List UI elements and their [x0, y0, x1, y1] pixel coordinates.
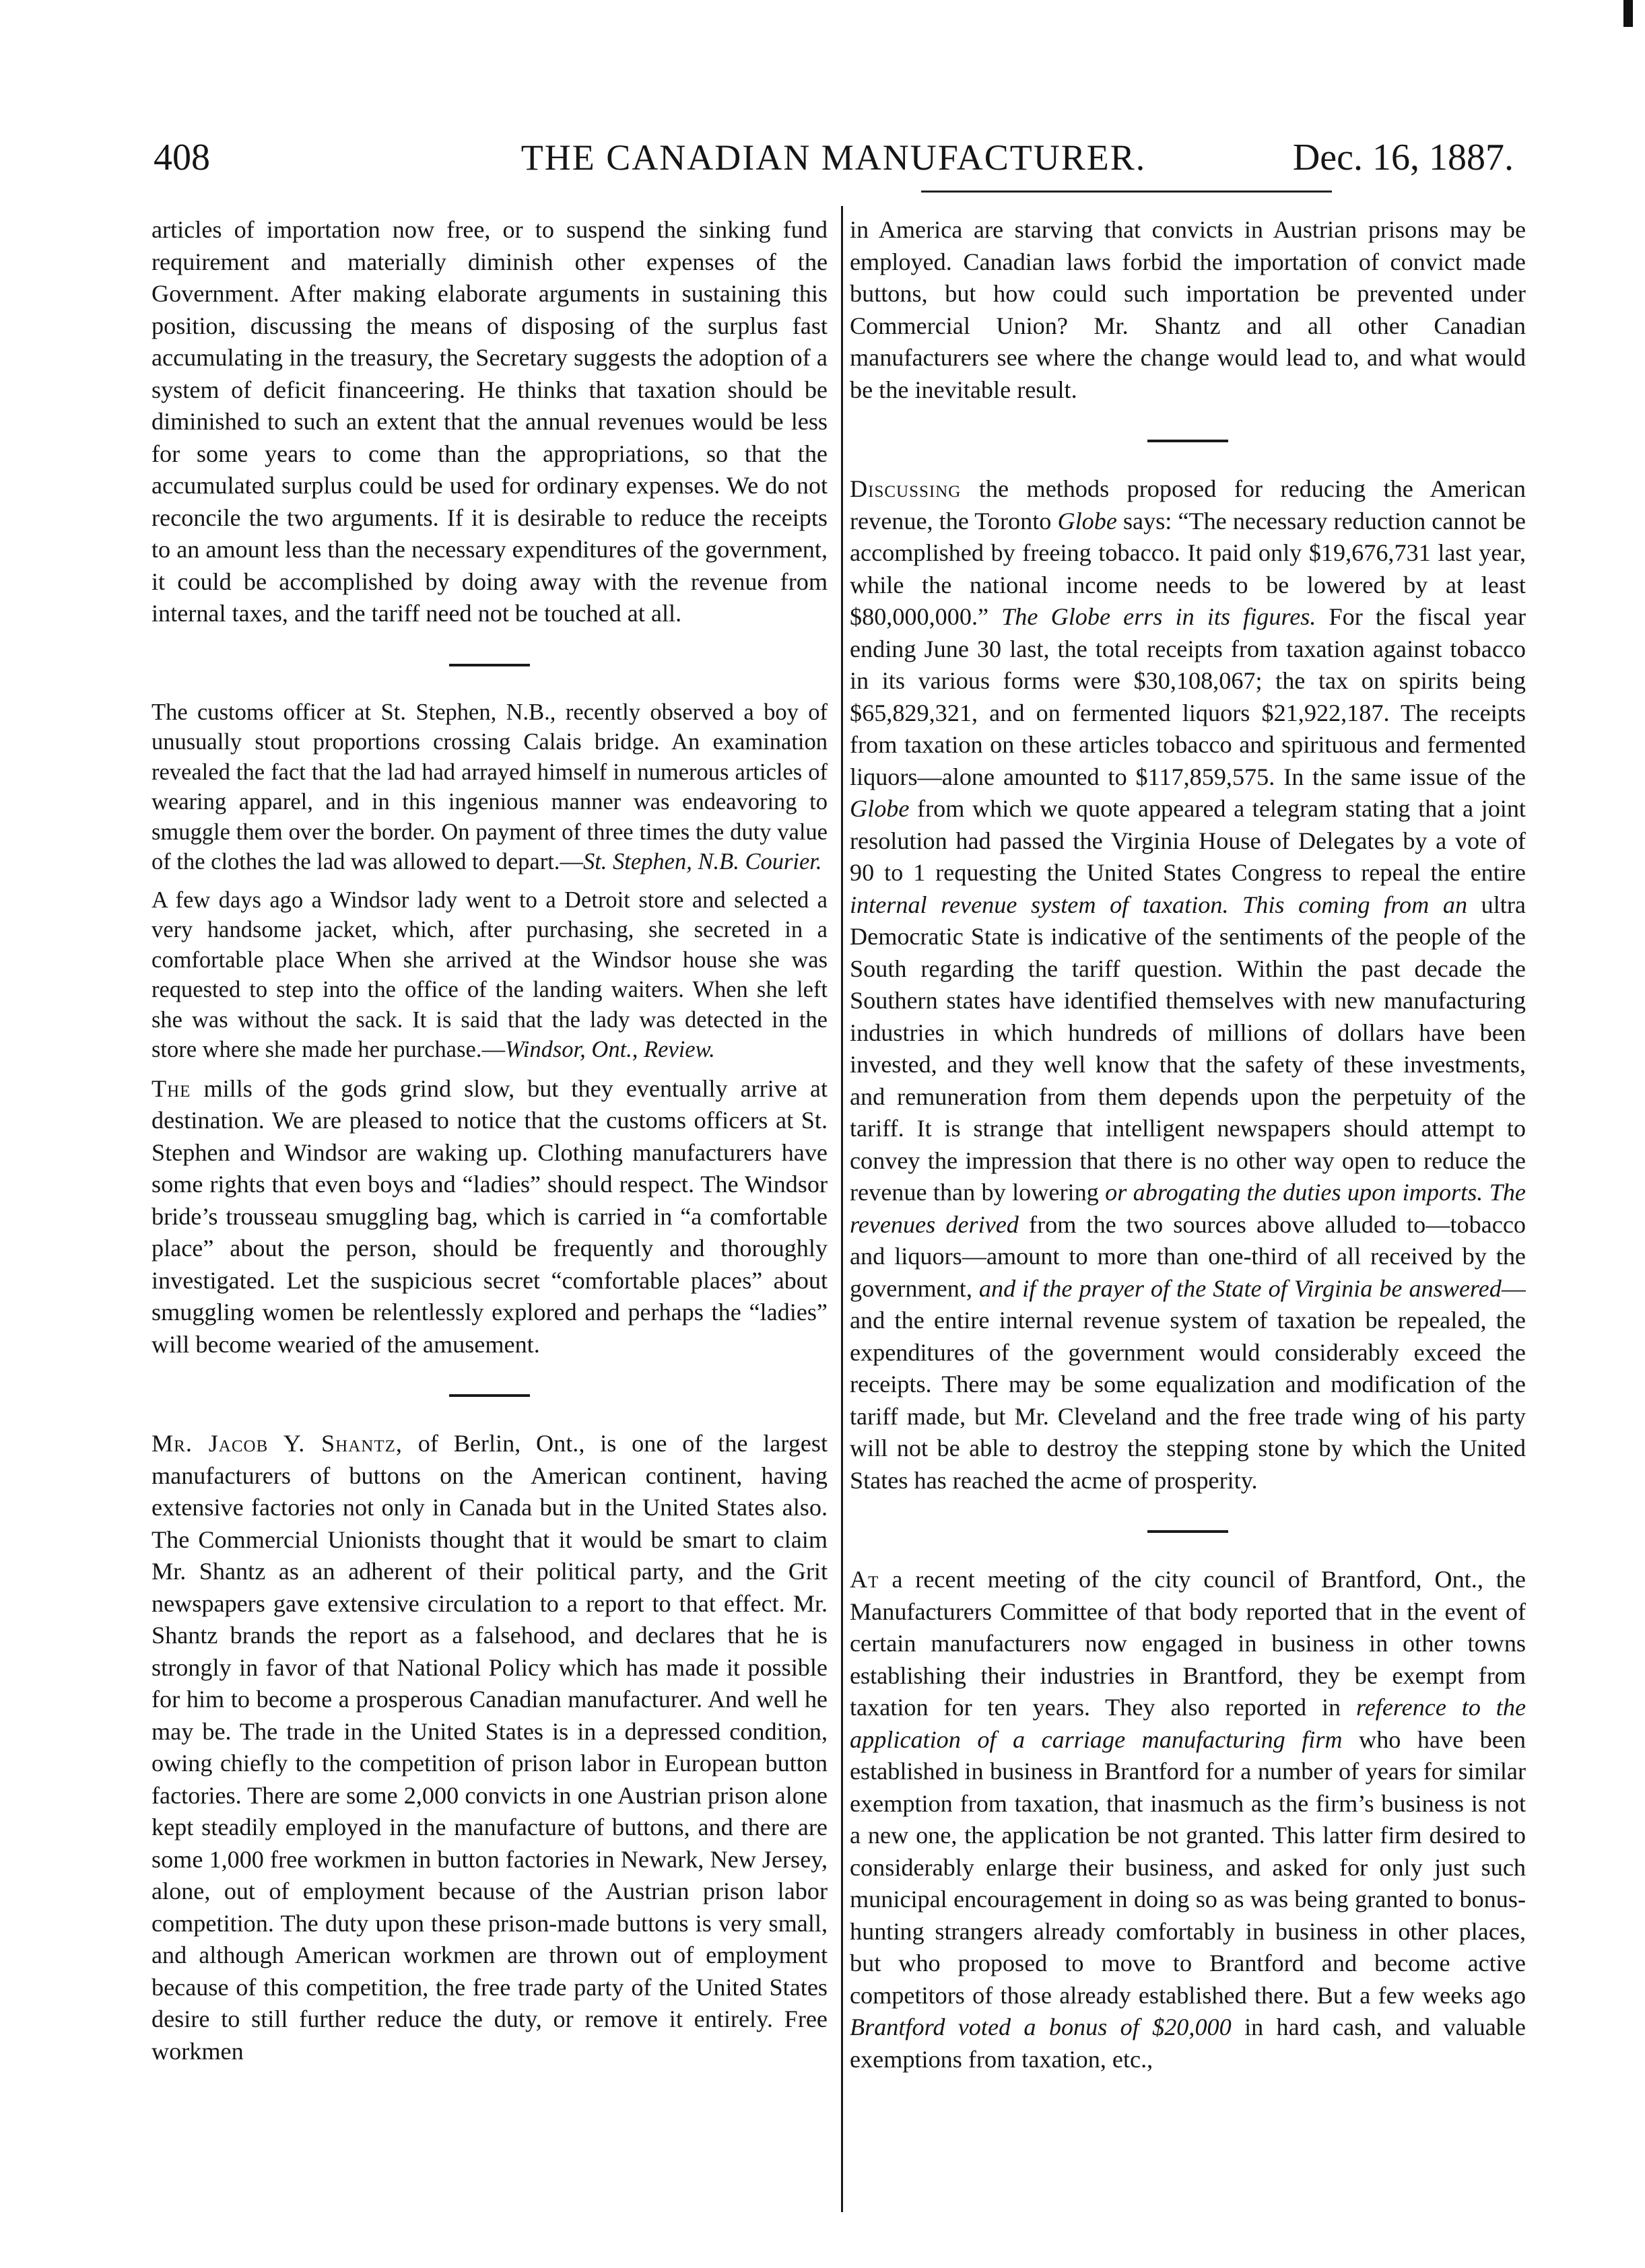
scan-top-edge	[0, 0, 1645, 18]
article-text: in hard cash, and valuable exemptions from taxation, etc.,	[850, 2014, 1526, 2073]
article-st-stephen-smuggling	[152, 697, 828, 877]
article-shantz-buttons	[152, 1428, 828, 2067]
issue-date: Dec. 16, 1887.	[1292, 137, 1514, 178]
article-text: the methods proposed for reducing the American revenue, the Toronto	[850, 475, 1526, 535]
newspaper-name: Globe	[850, 795, 910, 822]
lead-word: Mr. Jacob Y. Shantz,	[152, 1430, 403, 1457]
right-column	[850, 214, 1526, 2227]
article-text: from the two sources above alluded to—tobacco and liquors—amount to more than one-third of all received by the government,	[850, 1210, 1526, 1302]
lead-word: At	[850, 1566, 879, 1593]
article-text: ultra Democratic State is indicative of the sentiments of the people of the South regarding the tariff question. Within the past decade the Southern states have identified themselves with new manufacturing industries in which hundreds of millions of dollars have been invested, and they well know that the safety of these investments, and remuneration from them depends upon the perpetuity of the tariff. It is strange that intelligent newspapers should attempt to convey the impression that there is no other way open to reduce the revenue than by lowering	[850, 891, 1526, 1206]
newspaper-name: Globe	[1057, 507, 1117, 535]
left-column	[152, 214, 828, 2227]
article-text: of Berlin, Ont., is one of the largest manufacturers of buttons on the American continent, having extensive factories not only in Canada but in the United States also. The Commercial Unionists thought that it would be smart to claim Mr. Shantz as an adherent of their political party, and the Grit newspapers gave extensive circulation to a report to that effect. Mr. Shantz brands the report as a falsehood, and declares that he is strongly in favor of that National Policy which has made it possible for him to become a prosperous Canadian manufacturer. And well he may be. The trade in the United States is in a depressed condition, owing chiefly to the competition of prison labor in European button factories. There are some 2,000 convicts in one Austrian prison alone kept steadily employed in the manufacture of buttons, and there are some 1,000 free workmen in button factories in Newark, New Jersey, alone, out of employment because of the Austrian prison labor competition. The duty upon these prison-made buttons is very small, and although American workmen are thrown out of employment because of this competition, the free trade party of the United States desire to still further reduce the duty, or remove it entirely. Free workmen	[152, 1430, 828, 2065]
article-text: —and the entire internal revenue system of taxation be repealed, the expenditures of the government would considerably exceed the receipts. There may be some equalization and modification of the tariff made, but Mr. Cleveland and the free trade wing of his party will not be able to destroy the stepping stone by which the United States has reached the acme of prosperity.	[850, 1274, 1526, 1494]
article-treasury-surplus: articles of importation now free, or to suspend the sinking fund requirement and materially diminish other expenses of the Government. After making elaborate arguments in sustaining this position, discussing the means of disposing of the surplus fast accumulating in the treasury, the Secretary suggests the adoption of a system of deficit financeering. He thinks that taxation should be diminished to such an extent that the annual revenues would be less for some years to come than the appropriations, so that the accumulated surplus could be used for ordinary expenses. We do not reconcile the two arguments. If it is desirable to reduce the receipts to an amount less than the necessary expenditures of the government, it could be accomplished by doing away with the revenue from internal taxes, and the tariff need not be touched at all.	[152, 216, 828, 627]
page-header	[154, 132, 1514, 183]
article-text-italic: Brantford voted a bonus of $20,000	[850, 2014, 1232, 2040]
article-windsor-jacket	[152, 885, 828, 1065]
article-source: St. Stephen, N.B. Courier.	[582, 849, 822, 874]
section-separator	[449, 1394, 530, 1397]
section-separator	[449, 664, 530, 666]
article-text-italic: internal revenue system of taxation. This coming from an	[850, 891, 1468, 918]
article-source: Windsor, Ont., Review.	[504, 1037, 715, 1062]
lead-word: Discussing	[850, 475, 962, 502]
article-text: who have been established in business in Brantford for a number of years for similar exemption from taxation, that inasmuch as the firm’s business is not a new one, the application be not granted. This latter firm desired to considerably enlarge their business, and asked for only just such municipal encouragement in doing so as was being granted to bonus-hunting strangers already comfortably in business in other places, but who proposed to move to Brantford and become active competitors of those already established there. But a few weeks ago	[850, 1725, 1526, 2009]
scan-edge-mark	[1623, 0, 1633, 27]
article-text: says: “The necessary reduction cannot be accomplished by freeing tobacco. It paid only $19,676,731 last year, while the national income needs to be lowered by at least $80,000,000.”	[850, 507, 1526, 630]
article-text: The customs officer at St. Stephen, N.B., recently observed a boy of unusually stout proportions crossing Calais bridge. An examination revealed the fact that the lad had arrayed himself in numerous articles of wearing apparel, and in this ingenious manner was endeavoring to smuggle them over the border. On payment of three times the duty value of the clothes the lad was allowed to depart.—	[152, 699, 828, 874]
masthead-title: THE CANADIAN MANUFACTURER.	[521, 137, 1147, 178]
article-text-italic: reference to the application of a carriage manufacturing firm	[850, 1694, 1526, 1753]
article-mills-of-the-gods	[152, 1073, 828, 1361]
section-separator	[1147, 440, 1228, 442]
article-text: mills of the gods grind slow, but they eventually arrive at destination. We are pleased to notice that the customs officers at St. Stephen and Windsor are waking up. Clothing manufacturers have some rights that even boys and “ladies” should respect. The Windsor bride’s trousseau smuggling bag, which is carried in “a comfortable place” about the person, should be frequently and thoroughly investigated. Let the suspicious secret “comfortable places” about smuggling women be relentlessly explored and perhaps the “ladies” will become wearied of the amusement.	[152, 1074, 828, 1358]
column-divider	[841, 206, 843, 2212]
article-text-italic: or abrogating the duties upon imports. The revenues derived	[850, 1179, 1526, 1238]
article-text-italic: The Globe errs in its figures.	[1001, 603, 1316, 630]
header-rule	[921, 191, 1332, 193]
article-text: A few days ago a Windsor lady went to a Detroit store and selected a very handsome jacket, which, after purchasing, she secreted in a comfortable place When she arrived at the Windsor house she was requested to step into the office of the landing waiters. When she left she was without the sack. It is said that the lady was detected in the store where she made her purchase.—	[152, 887, 828, 1062]
article-text: a recent meeting of the city council of Brantford, Ont., the Manufacturers Committee of that body reported that in the event of certain manufacturers now engaged in business in other towns establishing their industries in Brantford, they be exempt from taxation for ten years. They also reported in	[850, 1566, 1526, 1721]
article-text: from which we quote appeared a telegram stating that a joint resolution had passed the Virginia House of Delegates by a vote of 90 to 1 requesting the United States Congress to repeal the entire	[850, 795, 1526, 886]
article-text: For the fiscal year ending June 30 last, the total receipts from taxation against tobacco in its various forms were $30,108,067; the tax on spirits being $65,829,321, and on fermented liquors $21,922,187. The receipts from taxation on these articles tobacco and spirituous and fermented liquors—alone amounted to $117,859,575. In the same issue of the	[850, 603, 1526, 790]
article-convict-buttons-cont: in America are starving that convicts in Austrian prisons may be employed. Canadian laws forbid the importation of convict made buttons, but how could such importation be prevented under Commercial Union? Mr. Shantz and all other Canadian manufacturers see where the change would lead to, and what would be the inevitable result.	[850, 216, 1526, 403]
article-globe-revenue	[850, 473, 1526, 1497]
page-number: 408	[154, 137, 210, 178]
lead-word: The	[152, 1074, 191, 1102]
article-text-italic: and if the prayer of the State of Virginia be answered	[978, 1274, 1502, 1302]
article-brantford-council	[850, 1564, 1526, 2075]
section-separator	[1147, 1530, 1228, 1533]
